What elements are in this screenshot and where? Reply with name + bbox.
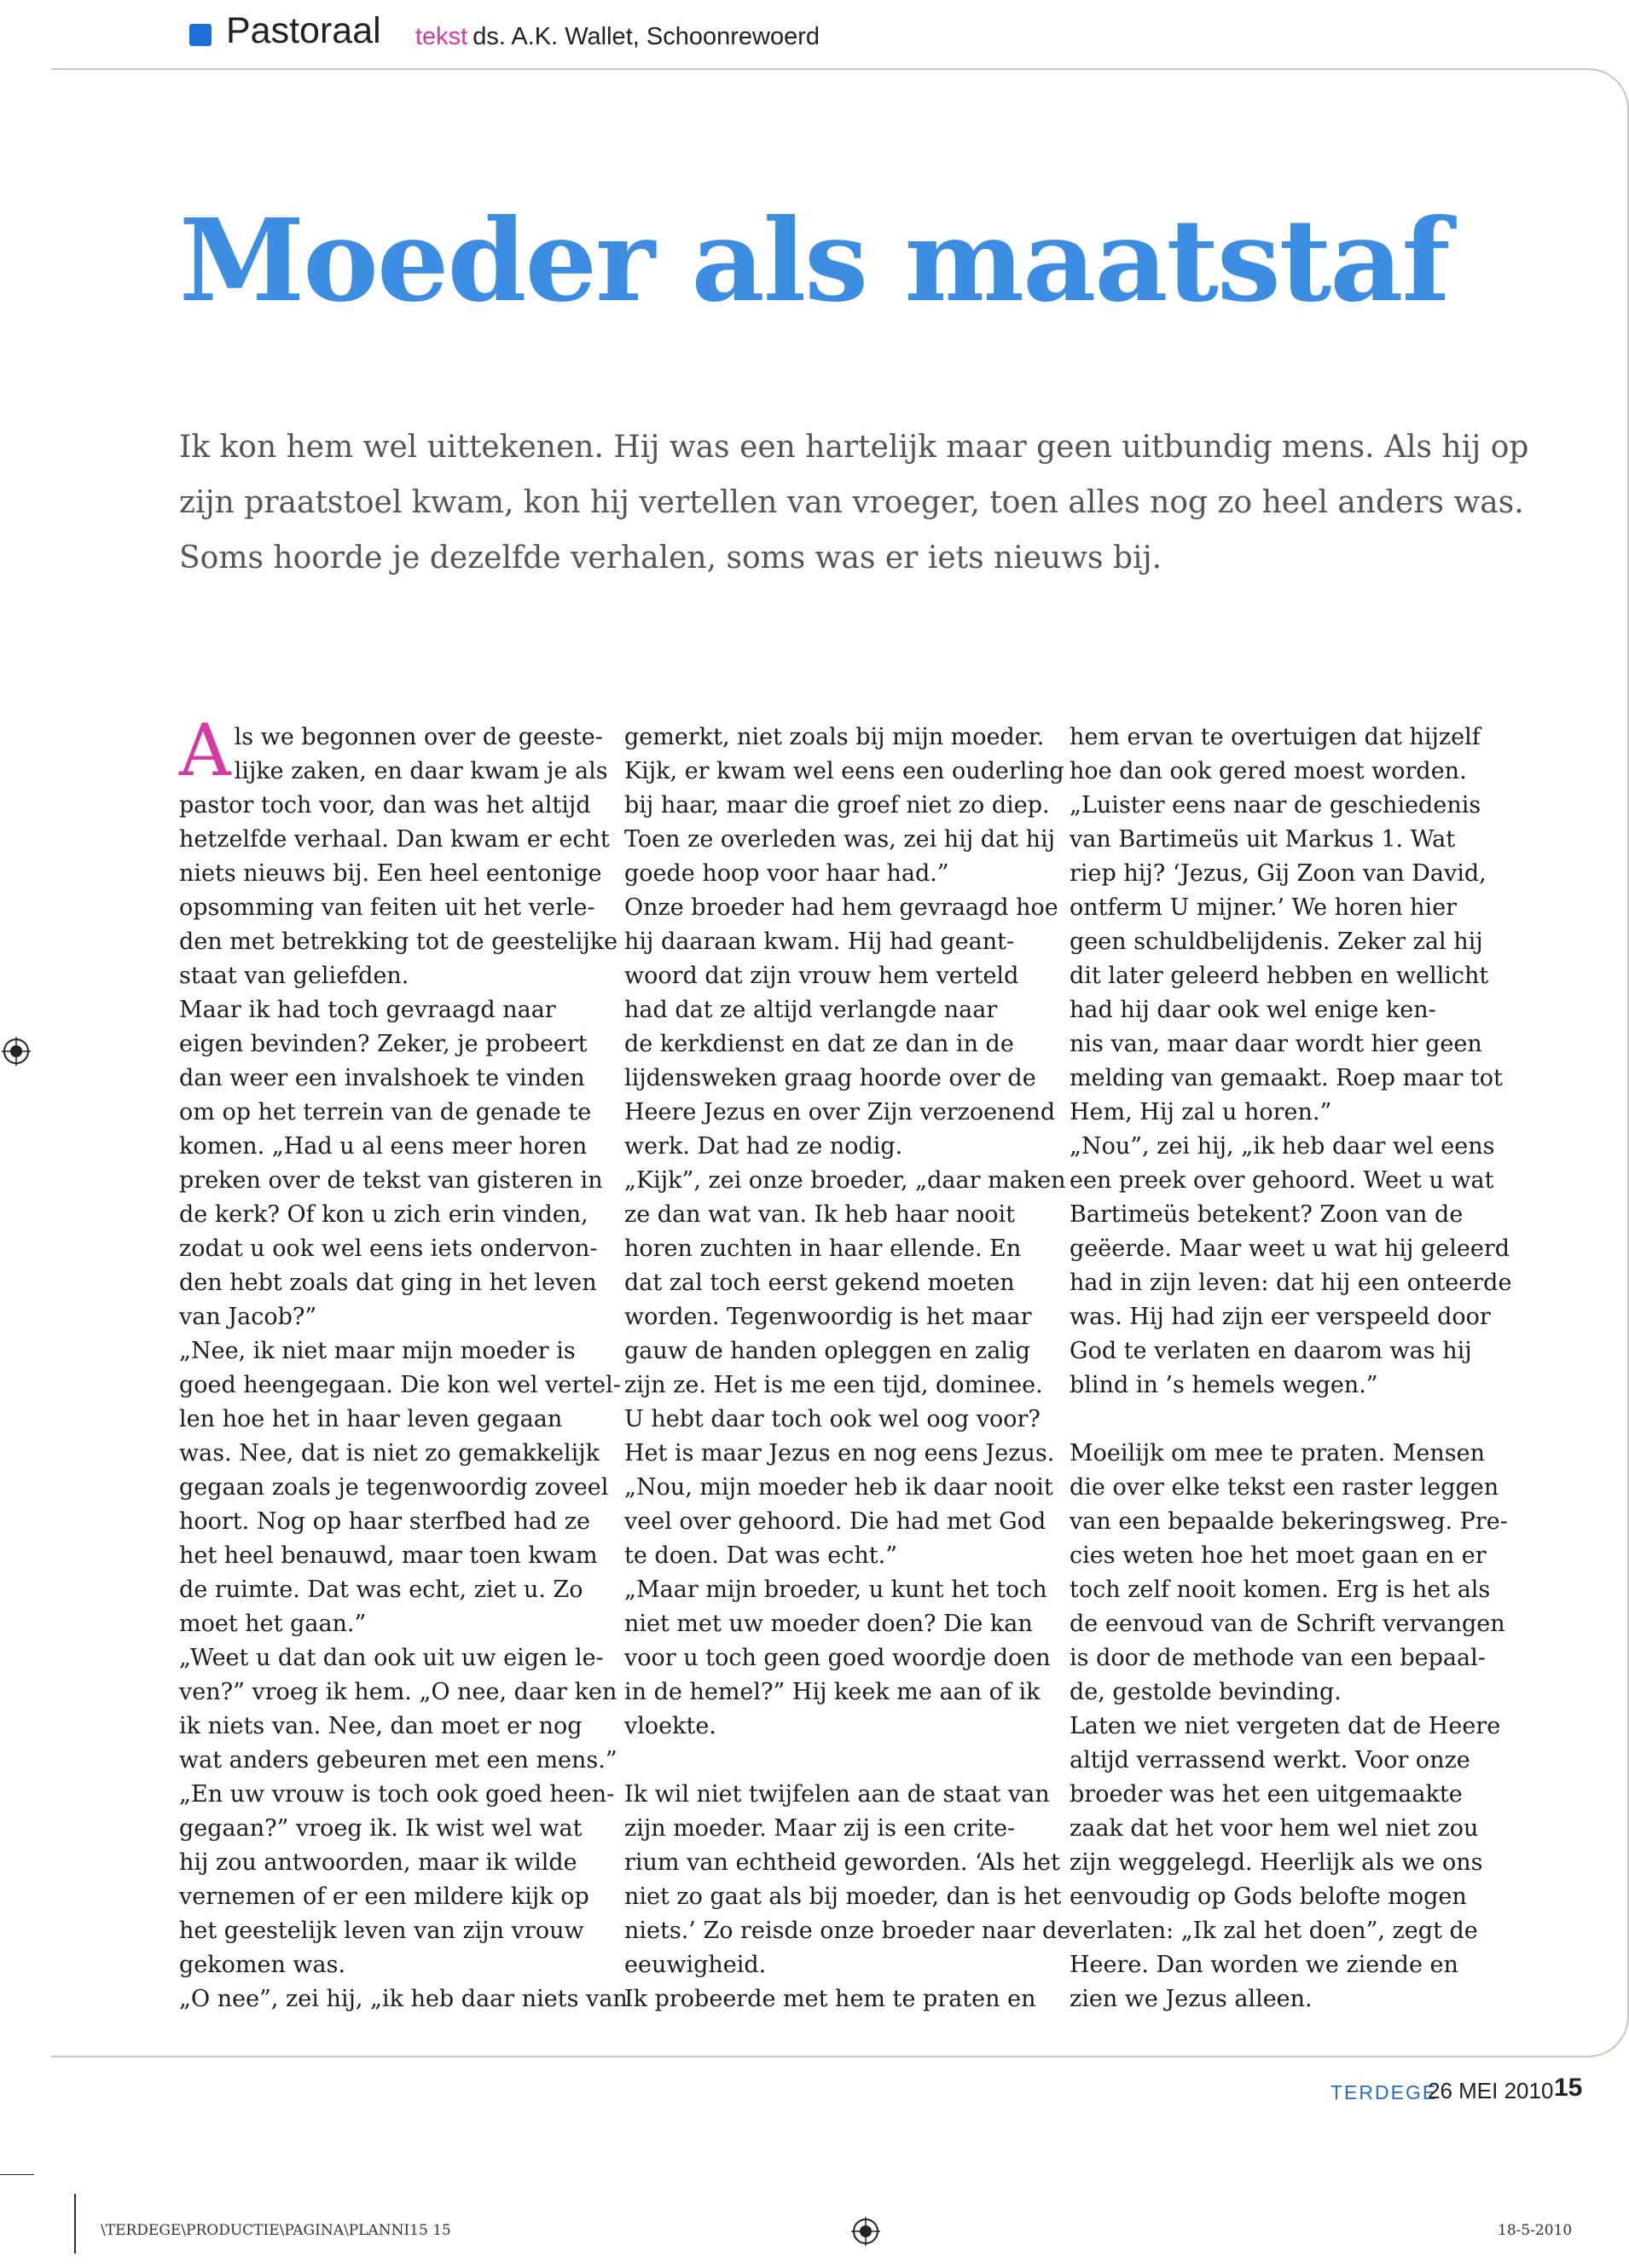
text-line: de ruimte. Dat was echt, ziet u. Zo — [179, 1577, 583, 1603]
text-line: was. Nee, dat is niet zo gemakkelijk — [179, 1440, 600, 1467]
text-line: gegaan?” vroeg ik. Ik wist wel wat — [179, 1815, 583, 1842]
crop-mark — [74, 2194, 76, 2254]
text-line: Heere Jezus en over Zijn verzoenend — [624, 1099, 1056, 1125]
text-line: len hoe het in haar leven gegaan — [179, 1406, 563, 1432]
text-line: „Nou”, zei hij, „ik heb daar wel eens — [1070, 1133, 1495, 1160]
intro-line: Ik kon hem wel uittekenen. Hij was een hartelijk maar geen uitbundig mens. Als hij op — [179, 430, 1529, 465]
text-line: gegaan zoals je tegenwoordig zoveel — [179, 1474, 609, 1501]
text-line: veel over gehoord. Die had met God — [624, 1508, 1046, 1535]
text-line: eenvoudig op Gods belofte mogen — [1070, 1883, 1467, 1910]
text-line: dat zal toch eerst gekend moeten — [624, 1270, 1015, 1296]
folio-date: 26 MEI 2010 — [1428, 2078, 1554, 2103]
text-line: toch zelf nooit komen. Erg is het als — [1070, 1577, 1491, 1603]
text-line: gekomen was. — [179, 1952, 346, 1978]
text-line: vernemen of er een mildere kijk op — [179, 1883, 589, 1910]
text-line: gemerkt, niet zoals bij mijn moeder. — [624, 724, 1045, 750]
text-line: hem ervan te overtuigen dat hijzelf — [1070, 724, 1481, 750]
text-line: de kerkdienst en dat ze dan in de — [624, 1031, 1014, 1057]
text-line: verlaten: „Ik zal het doen”, zegt de — [1070, 1918, 1478, 1944]
column-2 — [624, 720, 1071, 2016]
text-line: hoort. Nog op haar sterfbed had ze — [179, 1508, 591, 1535]
text-line: „Luister eens naar de geschiedenis — [1070, 792, 1481, 819]
text-line: het heel benauwd, maar toen kwam — [179, 1542, 598, 1569]
text-line: blind in ’s hemels wegen.” — [1070, 1372, 1378, 1398]
text-line: eigen bevinden? Zeker, je probeert — [179, 1031, 588, 1057]
text-line: zijn ze. Het is me een tijd, dominee. — [624, 1372, 1043, 1398]
text-line: „Kijk”, zei onze broeder, „daar maken — [624, 1167, 1066, 1194]
text-line: ven?” vroeg ik hem. „O nee, daar ken — [179, 1679, 617, 1705]
text-line: riep hij? ‘Jezus, Gij Zoon van David, — [1070, 860, 1487, 887]
text-line: zijn moeder. Maar zij is een crite- — [624, 1815, 1016, 1842]
page-number: 15 — [1554, 2074, 1583, 2102]
text-line: van Bartimeüs uit Markus 1. Wat — [1070, 826, 1456, 853]
column-1 — [179, 709, 628, 2016]
text-line: ik niets van. Nee, dan moet er nog — [179, 1713, 583, 1739]
section-label: Pastoraal — [226, 10, 381, 51]
text-line: wat anders gebeuren met een mens.” — [179, 1747, 617, 1773]
folio-magazine: TERDEGE — [1330, 2081, 1438, 2103]
text-line: geëerde. Maar weet u wat hij geleerd — [1070, 1235, 1510, 1262]
text-line: werk. Dat had ze nodig. — [624, 1133, 903, 1160]
text-line: komen. „Had u al eens meer horen — [179, 1133, 588, 1160]
text-line: van Jacob?” — [179, 1304, 317, 1330]
text-line: goede hoop voor haar had.” — [624, 860, 949, 887]
text-line: het geestelijk leven van zijn vrouw — [179, 1918, 584, 1944]
slug-date: 18-5-2010 — [1498, 2222, 1573, 2239]
text-line: rium van echtheid geworden. ‘Als het — [624, 1849, 1060, 1876]
text-line: in de hemel?” Hij keek me aan of ik — [624, 1679, 1041, 1705]
text-line: horen zuchten in haar ellende. En — [624, 1235, 1022, 1262]
registration-mark-icon — [2, 1037, 31, 1066]
text-line: U hebt daar toch ook wel oog voor? — [624, 1406, 1041, 1432]
text-line: cies weten hoe het moet gaan en er — [1070, 1542, 1487, 1569]
text-line: Kijk, er kwam wel eens een ouderling — [624, 758, 1064, 784]
slug-path: \TERDEGE\PRODUCTIE\PAGINA\PLANNI15 15 — [101, 2222, 451, 2239]
text-line: „Weet u dat dan ook uit uw eigen le- — [179, 1645, 604, 1671]
text-line: Ik wil niet twijfelen aan de staat van — [624, 1781, 1050, 1808]
text-line: niet met uw moeder doen? Die kan — [624, 1611, 1033, 1637]
text-line: „Maar mijn broeder, u kunt het toch — [624, 1577, 1047, 1603]
text-line: die over elke tekst een raster leggen — [1070, 1474, 1499, 1501]
text-line: dan weer een invalshoek te vinden — [179, 1065, 585, 1091]
text-line: hij zou antwoorden, maar ik wilde — [179, 1849, 577, 1876]
text-line: Maar ik had toch gevraagd naar — [179, 997, 556, 1023]
text-line: Laten we niet vergeten dat de Heere — [1070, 1713, 1501, 1739]
text-line: Heere. Dan worden we ziende en — [1070, 1952, 1458, 1978]
text-line: bij haar, maar die groef niet zo diep. — [624, 792, 1050, 819]
text-line: hoe dan ook gered moest worden. — [1070, 758, 1467, 784]
text-line: een preek over gehoord. Weet u wat — [1070, 1167, 1494, 1194]
text-line: dit later geleerd hebben en wellicht — [1070, 963, 1489, 989]
text-line: goed heengegaan. Die kon wel vertel- — [179, 1372, 621, 1398]
article-title: Moeder als maatstaf — [179, 194, 1449, 327]
registration-mark-icon — [851, 2217, 880, 2246]
text-line: God te verlaten en daarom was hij — [1070, 1338, 1472, 1364]
text-line: ontferm U mijner.’ We horen hier — [1070, 894, 1458, 921]
crop-mark — [0, 2174, 34, 2175]
byline — [415, 23, 820, 51]
text-line: Ik probeerde met hem te praten en — [624, 1986, 1036, 2012]
text-line: had hij daar ook wel enige ken- — [1070, 997, 1436, 1023]
text-line: den hebt zoals dat ging in het leven — [179, 1270, 597, 1296]
text-line: niets.’ Zo reisde onze broeder naar de — [624, 1918, 1071, 1944]
byline-author: ds. A.K. Wallet, Schoonrewoerd — [472, 23, 820, 50]
text-line: altijd verrassend werkt. Voor onze — [1070, 1747, 1470, 1773]
text-line: geen schuldbelijdenis. Zeker zal hij — [1070, 929, 1483, 955]
text-line: ze dan wat van. Ik heb haar nooit — [624, 1201, 1015, 1228]
column-3 — [1070, 720, 1512, 2016]
section-marker — [189, 24, 212, 46]
text-line: nis van, maar daar wordt hier geen — [1070, 1031, 1482, 1057]
text-line: niet zo gaat als bij moeder, dan is het — [624, 1883, 1062, 1910]
text-line: zijn weggelegd. Heerlijk als we ons — [1070, 1849, 1483, 1876]
text-line: „O nee”, zei hij, „ik heb daar niets van — [179, 1986, 628, 2012]
intro-line: Soms hoorde je dezelfde verhalen, soms was er iets nieuws bij. — [179, 541, 1162, 576]
byline-label: tekst — [415, 23, 468, 50]
text-line: staat van geliefden. — [179, 963, 409, 989]
text-line: Hem, Hij zal u horen.” — [1070, 1099, 1332, 1125]
text-line: niets nieuws bij. Een heel eentonige — [179, 860, 602, 887]
text-line: lijke zaken, en daar kwam je als — [234, 758, 608, 784]
text-line: zaak dat het voor hem wel niet zou — [1070, 1815, 1479, 1842]
text-line: Toen ze overleden was, zei hij dat hij — [624, 826, 1055, 853]
text-line: pastor toch voor, dan was het altijd — [179, 792, 591, 819]
text-line: woord dat zijn vrouw hem verteld — [624, 963, 1019, 989]
text-line: den met betrekking tot de geestelijke — [179, 929, 618, 955]
text-line: „Nee, ik niet maar mijn moeder is — [179, 1338, 576, 1364]
text-line: van een bepaalde bekeringsweg. Pre- — [1070, 1508, 1508, 1535]
text-line: om op het terrein van de genade te — [179, 1099, 592, 1125]
text-line: zodat u ook wel eens iets ondervon- — [179, 1235, 598, 1262]
text-line: opsomming van feiten uit het verle- — [179, 894, 595, 921]
article-intro — [179, 419, 1529, 586]
text-line: zien we Jezus alleen. — [1070, 1986, 1313, 2012]
text-line — [1070, 1403, 1496, 1437]
text-line: ls we begonnen over de geeste- — [234, 724, 603, 750]
text-line: had dat ze altijd verlangde naar — [624, 997, 998, 1023]
text-line — [624, 1744, 1051, 1778]
drop-cap: A — [179, 709, 231, 792]
text-line: worden. Tegenwoordig is het maar — [624, 1304, 1032, 1330]
text-line: de, gestolde bevinding. — [1070, 1679, 1342, 1705]
text-line: broeder was het een uitgemaakte — [1070, 1781, 1463, 1808]
text-line: de eenvoud van de Schrift vervangen — [1070, 1611, 1505, 1637]
text-line: is door de methode van een bepaal- — [1070, 1645, 1486, 1671]
text-line: lijdensweken graag hoorde over de — [624, 1065, 1036, 1091]
text-line: gauw de handen opleggen en zalig — [624, 1338, 1030, 1364]
intro-line: zijn praatstoel kwam, kon hij vertellen van vroeger, toen alles nog zo heel anders was. — [179, 485, 1524, 520]
text-line: Bartimeüs betekent? Zoon van de — [1070, 1201, 1464, 1228]
text-line: vloekte. — [624, 1713, 716, 1739]
text-line: te doen. Dat was echt.” — [624, 1542, 898, 1569]
text-line: „Nou, mijn moeder heb ik daar nooit — [624, 1474, 1053, 1501]
text-line: melding van gemaakt. Roep maar tot — [1070, 1065, 1503, 1091]
text-line: de kerk? Of kon u zich erin vinden, — [179, 1201, 588, 1228]
text-line: „En uw vrouw is toch ook goed heen- — [179, 1781, 615, 1808]
text-line: hetzelfde verhaal. Dan kwam er echt — [179, 826, 610, 853]
text-line: had in zijn leven: dat hij een onteerde — [1070, 1270, 1512, 1296]
text-line: eeuwigheid. — [624, 1952, 767, 1978]
text-line: moet het gaan.” — [179, 1611, 367, 1637]
text-line: Moeilijk om mee te praten. Mensen — [1070, 1440, 1486, 1467]
text-line: Het is maar Jezus en nog eens Jezus. — [624, 1440, 1055, 1467]
text-line: hij daaraan kwam. Hij had geant- — [624, 929, 1015, 955]
text-line: voor u toch geen goed woordje doen — [624, 1645, 1051, 1671]
text-line: was. Hij had zijn eer verspeeld door — [1070, 1304, 1491, 1330]
text-line: preken over de tekst van gisteren in — [179, 1167, 603, 1194]
text-line: Onze broeder had hem gevraagd hoe — [624, 894, 1058, 921]
